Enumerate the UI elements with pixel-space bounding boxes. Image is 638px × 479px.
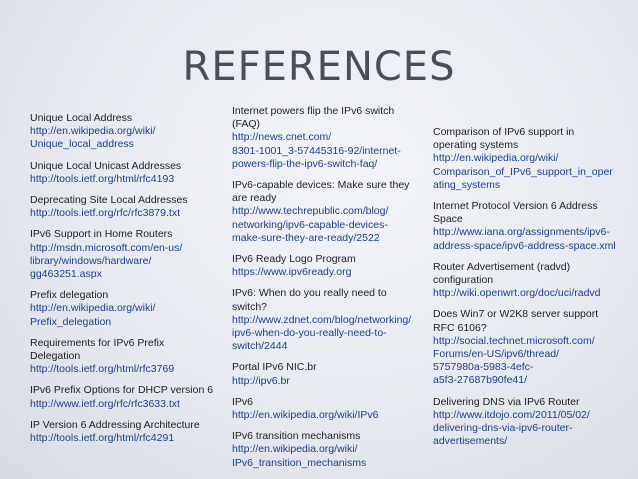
reference-link[interactable]: http://news.cnet.com/ 8301-1001_3-57445316-92/internet- powers-flip-the-ipv6-switch-faq/ [232,131,401,170]
reference-link[interactable]: http://tools.ietf.org/html/rfc4193 [30,172,175,185]
reference-link[interactable]: http://msdn.microsoft.com/en-us/ library/windows/hardware/ gg463251.aspx [30,241,183,281]
reference-title: IPv6 Ready Logo Program [232,253,356,266]
reference-title: IPv6-capable devices: Make sure they are ready [232,179,410,205]
reference-title: Does Win7 or W2K8 server support RFC 6106? [433,308,599,334]
reference-link[interactable]: http://tools.ietf.org/rfc/rfc3879.txt [30,207,180,220]
reference-entry [232,179,424,245]
reference-title: IPv6 Prefix Options for DHCP version 6 [30,384,214,397]
reference-column-2 [232,105,424,478]
reference-title: Portal IPv6 NIC.br [232,361,317,374]
reference-title: Delivering DNS via IPv6 Router [433,395,580,408]
reference-entry [30,228,220,281]
reference-title: IP Version 6 Addressing Architecture [30,418,200,431]
reference-entry [30,289,220,329]
reference-entry [30,337,220,377]
reference-link[interactable]: http://social.technet.microsoft.com/ Forums/en-US/ipv6/thread/ 5757980a-5983-4efc- a5f3-27687b90fe41/ [433,334,595,387]
reference-column-3 [433,126,633,456]
reference-link[interactable]: http://wiki.openwrt.org/doc/uci/radvd [433,287,601,300]
reference-link[interactable]: http://en.wikipedia.org/wiki/ IPv6_transition_mechanisms [232,443,367,469]
reference-title: IPv6 [232,395,254,408]
reference-entry [30,112,220,152]
reference-title: Router Advertisement (radvd) configuration [433,260,571,287]
reference-entry [30,419,220,445]
reference-title: Internet Protocol Version 6 Address Space [433,200,598,226]
reference-link[interactable]: http://tools.ietf.org/html/rfc4291 [30,432,175,445]
reference-link[interactable]: http://www.zdnet.com/blog/networking/ ipv6-when-do-you-really-need-to- switch/2444 [232,313,412,353]
reference-entry [232,430,424,470]
reference-entry [232,287,424,353]
reference-title: Unique Local Unicast Addresses [30,159,182,172]
reference-link[interactable]: http://en.wikipedia.org/wiki/IPv6 [232,409,379,422]
reference-link[interactable]: http://tools.ietf.org/html/rfc3769 [30,363,175,376]
reference-title: Deprecating Site Local Addresses [30,194,188,207]
page-title: REFERENCES [182,44,456,90]
reference-entry [433,200,633,253]
reference-link[interactable]: http://www.iana.org/assignments/ipv6- address-space/ipv6-address-space.xml [433,226,616,252]
reference-title: IPv6 transition mechanisms [232,430,361,443]
reference-entry [433,261,633,301]
reference-entry [433,308,633,387]
reference-entry [232,253,424,279]
reference-column-1 [30,112,220,453]
reference-link[interactable]: https://www.ipv6ready.org [232,266,352,279]
reference-title: Comparison of IPv6 support in operating systems [433,126,575,152]
reference-entry [30,384,220,410]
reference-entry [30,160,220,186]
reference-link[interactable]: http://en.wikipedia.org/wiki/ Comparison_of_IPv6_support_in_oper ating_systems [433,152,613,191]
reference-title: Unique Local Address [30,112,133,124]
reference-entry [433,396,633,449]
reference-entry [232,105,424,171]
reference-title: Requirements for IPv6 Prefix Delegation [30,336,165,363]
reference-entry [433,126,633,192]
reference-title: IPv6: When do you really need to switch? [232,287,387,313]
reference-link[interactable]: http://www.ietf.org/rfc/rfc3633.txt [30,397,180,410]
reference-link[interactable]: http://en.wikipedia.org/wiki/ Prefix_delegation [30,302,156,328]
reference-entry [232,396,424,422]
reference-link[interactable]: http://en.wikipedia.org/wiki/ Unique_local_address [30,125,156,151]
reference-link[interactable]: http://www.itdojo.com/2011/05/02/ delivering-dns-via-ipv6-router- advertisements/ [433,408,590,448]
reference-link[interactable]: http://www.techrepublic.com/blog/ networking/ipv6-capable-devices- make-sure-they-are-ready/2522 [232,205,389,244]
reference-title: Prefix delegation [30,289,109,302]
reference-entry [30,194,220,220]
reference-title: Internet powers flip the IPv6 switch (FAQ) [232,105,395,131]
reference-entry [232,361,424,387]
reference-title: IPv6 Support in Home Routers [30,228,173,241]
reference-link[interactable]: http://ipv6.br [232,374,290,387]
